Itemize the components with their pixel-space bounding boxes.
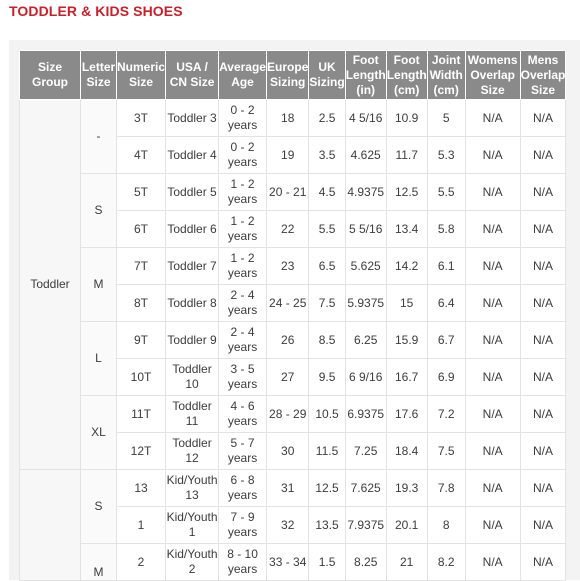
table-cell: 13 bbox=[117, 470, 166, 507]
table-cell: 4T bbox=[117, 137, 166, 174]
table-cell: 22 bbox=[267, 211, 309, 248]
table-cell: 13.4 bbox=[386, 211, 427, 248]
table-cell: 12T bbox=[117, 433, 166, 470]
table-cell: 5 - 7 years bbox=[219, 433, 267, 470]
table-cell: 7.25 bbox=[345, 433, 386, 470]
table-row bbox=[20, 470, 566, 507]
table-cell: 6.1 bbox=[427, 248, 465, 285]
table-cell: 6.7 bbox=[427, 322, 465, 359]
table-cell: 11T bbox=[117, 396, 166, 433]
letter-size-cell: S bbox=[81, 174, 117, 248]
table-cell: Toddler 12 bbox=[166, 433, 219, 470]
table-cell: Kid/Youth 13 bbox=[166, 470, 219, 507]
table-cell: 30 bbox=[267, 433, 309, 470]
table-cell: 8.5 bbox=[309, 322, 345, 359]
table-cell: 17.6 bbox=[386, 396, 427, 433]
table-cell: N/A bbox=[520, 470, 566, 507]
table-row bbox=[20, 248, 566, 285]
letter-size-cell: - bbox=[81, 100, 117, 174]
table-cell: 8.2 bbox=[427, 544, 465, 581]
table-cell: N/A bbox=[520, 433, 566, 470]
table-cell: N/A bbox=[520, 174, 566, 211]
column-header: Womens Overlap Size bbox=[465, 51, 520, 100]
table-cell: 20.1 bbox=[386, 507, 427, 544]
column-header: Foot Length (cm) bbox=[386, 51, 427, 100]
table-cell: 1 - 2 years bbox=[219, 248, 267, 285]
table-cell: N/A bbox=[465, 470, 520, 507]
table-cell: 27 bbox=[267, 359, 309, 396]
table-cell: 8 - 10 years bbox=[219, 544, 267, 581]
table-cell: 5.9375 bbox=[345, 285, 386, 322]
table-cell: 5.3 bbox=[427, 137, 465, 174]
table-cell: 0 - 2 years bbox=[219, 100, 267, 137]
column-header: Mens Overlap Size bbox=[520, 51, 566, 100]
table-cell: 5 5/16 bbox=[345, 211, 386, 248]
table-row bbox=[20, 322, 566, 359]
column-header: Numeric Size bbox=[117, 51, 166, 100]
table-cell: Toddler 7 bbox=[166, 248, 219, 285]
table-cell: N/A bbox=[465, 174, 520, 211]
table-cell: 26 bbox=[267, 322, 309, 359]
table-cell: 2 bbox=[117, 544, 166, 581]
table-cell: 5.625 bbox=[345, 248, 386, 285]
table-cell: N/A bbox=[465, 137, 520, 174]
table-cell: N/A bbox=[520, 248, 566, 285]
letter-size-cell: M bbox=[81, 248, 117, 322]
table-cell: 6 - 8 years bbox=[219, 470, 267, 507]
column-header: Average Age bbox=[219, 51, 267, 100]
column-header: Europe Sizing bbox=[267, 51, 309, 100]
table-cell: 4.5 bbox=[309, 174, 345, 211]
table-cell: N/A bbox=[465, 359, 520, 396]
table-cell: 19 bbox=[267, 137, 309, 174]
table-cell: 6.9 bbox=[427, 359, 465, 396]
table-cell: 15.9 bbox=[386, 322, 427, 359]
table-cell: N/A bbox=[520, 507, 566, 544]
table-cell: 3.5 bbox=[309, 137, 345, 174]
table-cell: 14.2 bbox=[386, 248, 427, 285]
table-cell: 5.5 bbox=[427, 174, 465, 211]
table-cell: 23 bbox=[267, 248, 309, 285]
table-row bbox=[20, 174, 566, 211]
table-cell: 1.5 bbox=[309, 544, 345, 581]
table-cell: N/A bbox=[465, 248, 520, 285]
table-row bbox=[20, 544, 566, 581]
table-cell: 4 - 6 years bbox=[219, 396, 267, 433]
page-title: TODDLER & KIDS SHOES bbox=[9, 3, 183, 19]
table-body bbox=[20, 100, 566, 581]
table-row bbox=[20, 100, 566, 137]
table-cell: N/A bbox=[465, 433, 520, 470]
table-cell: 1 - 2 years bbox=[219, 174, 267, 211]
table-cell: 0 - 2 years bbox=[219, 137, 267, 174]
table-cell: N/A bbox=[465, 396, 520, 433]
table-cell: 18.4 bbox=[386, 433, 427, 470]
table-cell: Toddler 9 bbox=[166, 322, 219, 359]
table-cell: 6.4 bbox=[427, 285, 465, 322]
table-cell: 32 bbox=[267, 507, 309, 544]
table-cell: Toddler 6 bbox=[166, 211, 219, 248]
table-cell: 11.7 bbox=[386, 137, 427, 174]
table-cell: 15 bbox=[386, 285, 427, 322]
table-cell: 5.8 bbox=[427, 211, 465, 248]
table-cell: N/A bbox=[520, 544, 566, 581]
size-chart-table bbox=[19, 50, 566, 581]
table-cell: Toddler 8 bbox=[166, 285, 219, 322]
table-cell: N/A bbox=[520, 285, 566, 322]
table-cell: 8T bbox=[117, 285, 166, 322]
table-header-row bbox=[20, 51, 566, 100]
table-cell: 9.5 bbox=[309, 359, 345, 396]
table-cell: 12.5 bbox=[309, 470, 345, 507]
size-group-cell: Toddler bbox=[20, 100, 81, 470]
table-cell: 7.2 bbox=[427, 396, 465, 433]
table-cell: 11.5 bbox=[309, 433, 345, 470]
table-cell: 4 5/16 bbox=[345, 100, 386, 137]
table-cell: Toddler 5 bbox=[166, 174, 219, 211]
table-cell: 10.9 bbox=[386, 100, 427, 137]
table-cell: 1 - 2 years bbox=[219, 211, 267, 248]
table-cell: Kid/Youth 1 bbox=[166, 507, 219, 544]
table-cell: 4.9375 bbox=[345, 174, 386, 211]
table-row bbox=[20, 396, 566, 433]
table-cell: N/A bbox=[465, 507, 520, 544]
table-cell: N/A bbox=[465, 211, 520, 248]
table-cell: N/A bbox=[520, 322, 566, 359]
table-cell: Toddler 10 bbox=[166, 359, 219, 396]
table-cell: 7.5 bbox=[427, 433, 465, 470]
column-header: Letter Size bbox=[81, 51, 117, 100]
table-cell: Toddler 3 bbox=[166, 100, 219, 137]
table-cell: 31 bbox=[267, 470, 309, 507]
column-header: Joint Width (cm) bbox=[427, 51, 465, 100]
column-header: USA / CN Size bbox=[166, 51, 219, 100]
table-cell: 33 - 34 bbox=[267, 544, 309, 581]
table-cell: 18 bbox=[267, 100, 309, 137]
table-cell: 2 - 4 years bbox=[219, 322, 267, 359]
table-cell: 20 - 21 bbox=[267, 174, 309, 211]
table-cell: N/A bbox=[465, 322, 520, 359]
table-cell: 7.9375 bbox=[345, 507, 386, 544]
table-cell: 6 9/16 bbox=[345, 359, 386, 396]
table-cell: 7.625 bbox=[345, 470, 386, 507]
table-cell: 4.625 bbox=[345, 137, 386, 174]
table-cell: 7T bbox=[117, 248, 166, 285]
table-cell: 2 - 4 years bbox=[219, 285, 267, 322]
table-cell: 10T bbox=[117, 359, 166, 396]
letter-size-cell: XL bbox=[81, 396, 117, 470]
table-cell: 28 - 29 bbox=[267, 396, 309, 433]
table-cell: N/A bbox=[520, 100, 566, 137]
table-cell: N/A bbox=[520, 396, 566, 433]
letter-size-cell: L bbox=[81, 322, 117, 396]
table-cell: 8.25 bbox=[345, 544, 386, 581]
table-cell: Toddler 4 bbox=[166, 137, 219, 174]
table-cell: 6.25 bbox=[345, 322, 386, 359]
column-header: UK Sizing bbox=[309, 51, 345, 100]
table-cell: 6T bbox=[117, 211, 166, 248]
table-cell: 5T bbox=[117, 174, 166, 211]
table-cell: 6.5 bbox=[309, 248, 345, 285]
table-cell: Toddler 11 bbox=[166, 396, 219, 433]
table-cell: 12.5 bbox=[386, 174, 427, 211]
table-cell: 3T bbox=[117, 100, 166, 137]
table-cell: 3 - 5 years bbox=[219, 359, 267, 396]
table-cell: 13.5 bbox=[309, 507, 345, 544]
table-cell: 6.9375 bbox=[345, 396, 386, 433]
table-cell: N/A bbox=[520, 137, 566, 174]
table-cell: N/A bbox=[465, 285, 520, 322]
table-cell: 10.5 bbox=[309, 396, 345, 433]
table-cell: 7.8 bbox=[427, 470, 465, 507]
table-cell: N/A bbox=[465, 100, 520, 137]
table-cell: 5.5 bbox=[309, 211, 345, 248]
table-cell: 8 bbox=[427, 507, 465, 544]
table-cell: N/A bbox=[520, 359, 566, 396]
table-cell: 16.7 bbox=[386, 359, 427, 396]
table-cell: 5 bbox=[427, 100, 465, 137]
table-cell: Kid/Youth 2 bbox=[166, 544, 219, 581]
column-header: Size Group bbox=[20, 51, 81, 100]
size-group-cell-empty bbox=[20, 470, 81, 581]
letter-size-cell: M bbox=[81, 544, 117, 581]
table-cell: 2.5 bbox=[309, 100, 345, 137]
letter-size-cell: S bbox=[81, 470, 117, 544]
table-cell: 21 bbox=[386, 544, 427, 581]
table-cell: 24 - 25 bbox=[267, 285, 309, 322]
table-cell: N/A bbox=[465, 544, 520, 581]
table-cell: 1 bbox=[117, 507, 166, 544]
column-header: Foot Length (in) bbox=[345, 51, 386, 100]
table-cell: 9T bbox=[117, 322, 166, 359]
table-cell: 19.3 bbox=[386, 470, 427, 507]
table-cell: 7.5 bbox=[309, 285, 345, 322]
table-cell: N/A bbox=[520, 211, 566, 248]
table-cell: 7 - 9 years bbox=[219, 507, 267, 544]
